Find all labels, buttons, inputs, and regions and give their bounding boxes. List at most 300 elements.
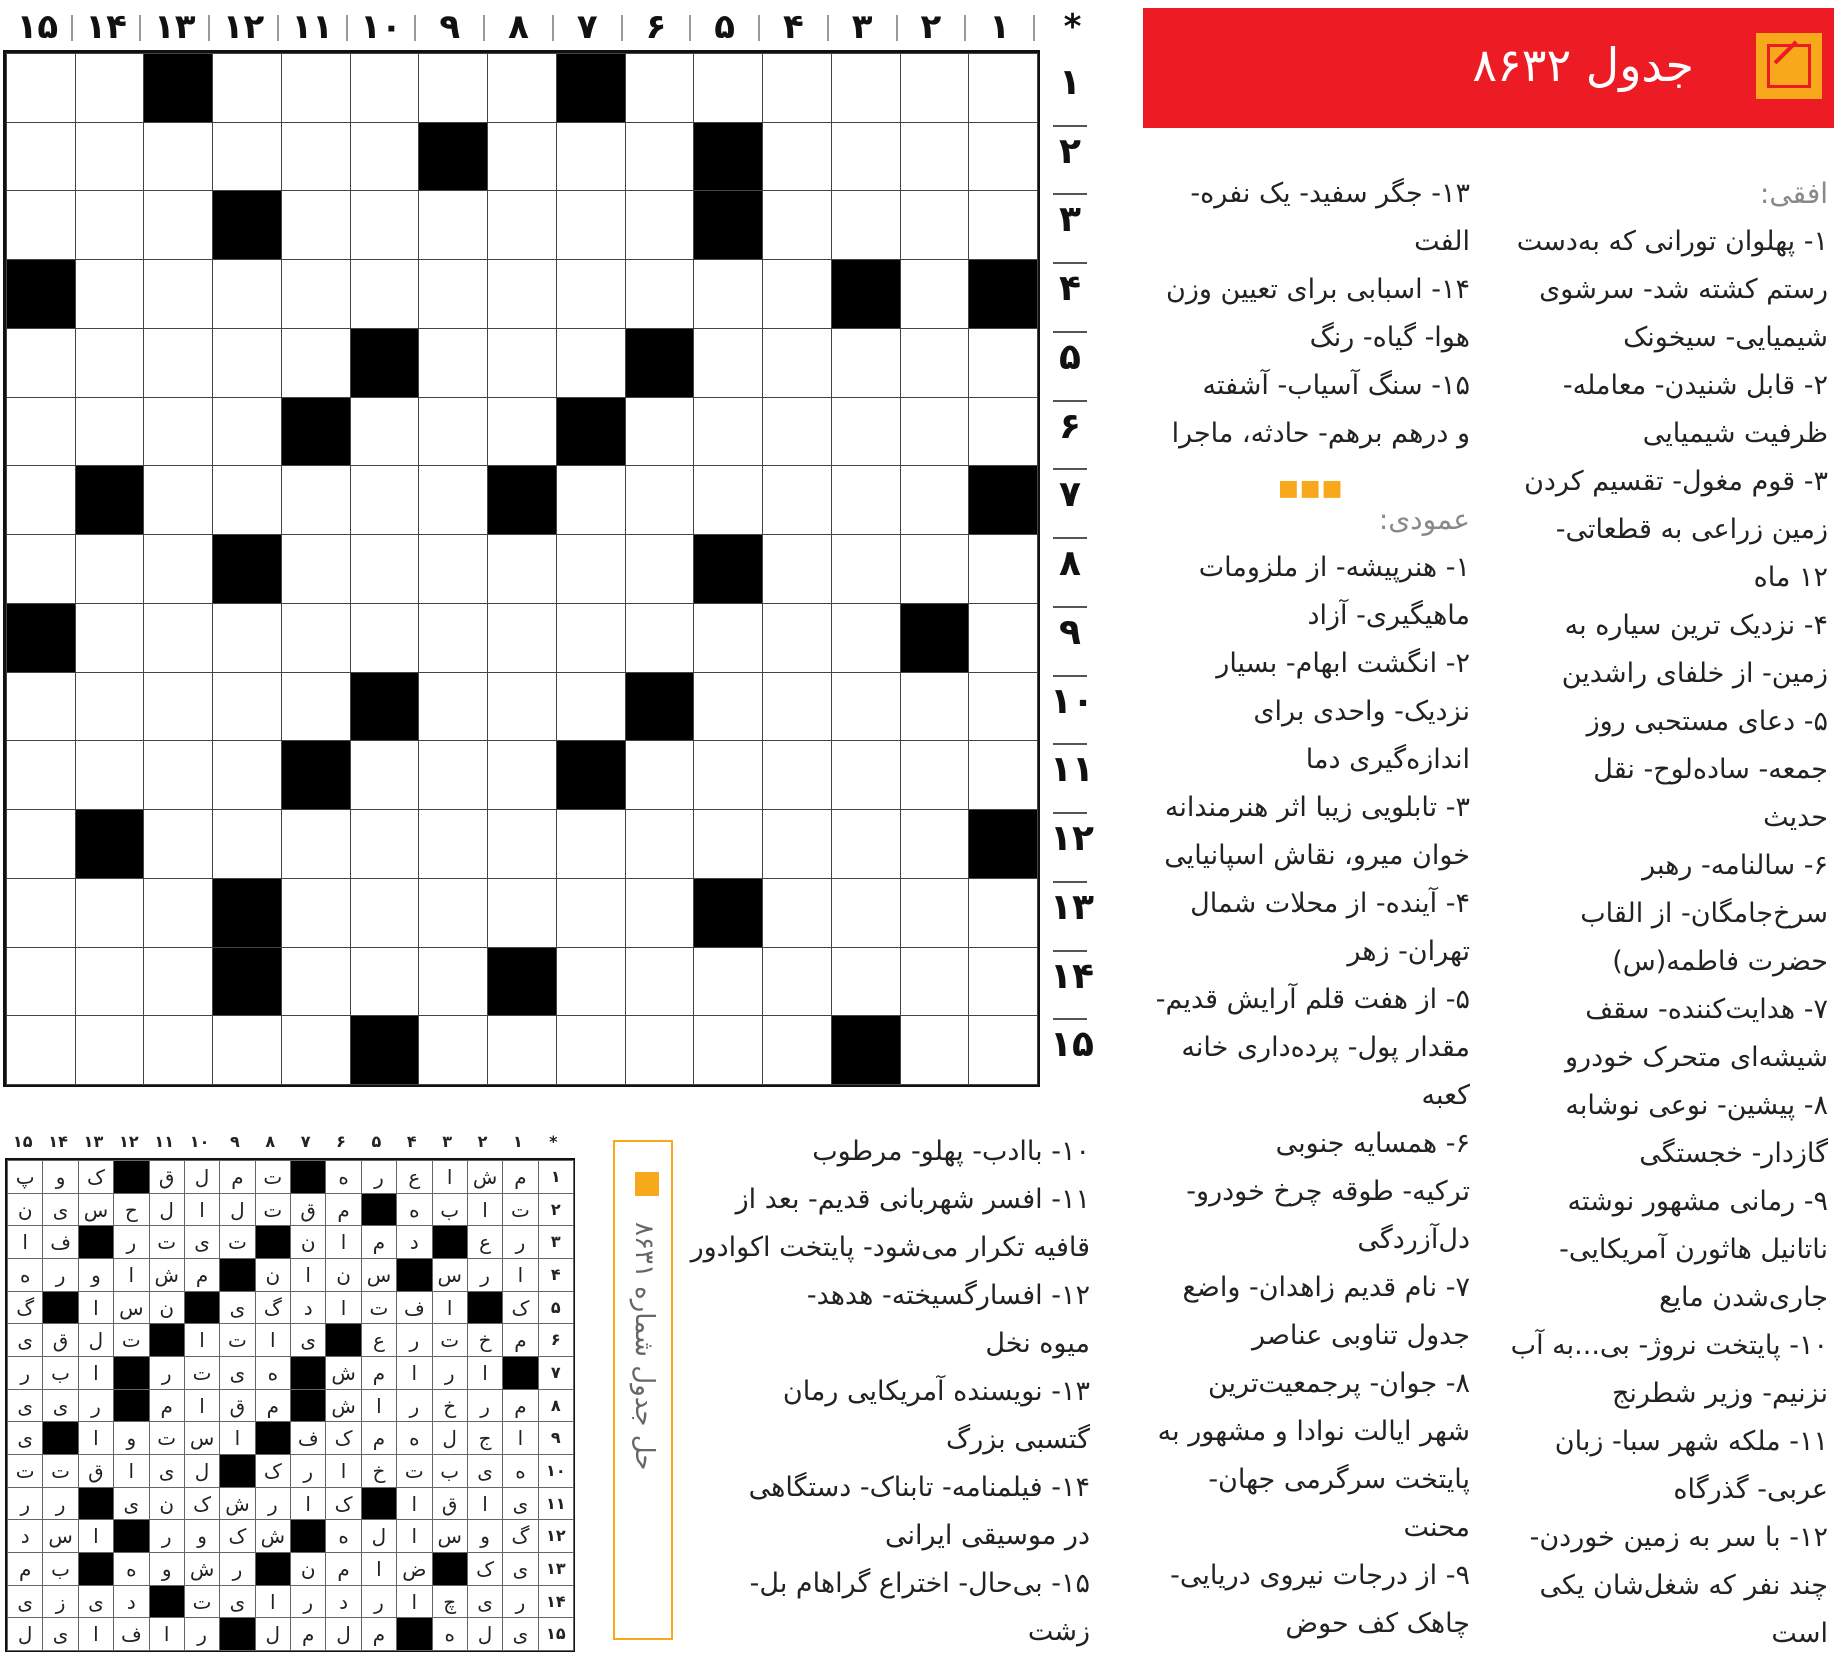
grid-cell[interactable] [556, 809, 626, 879]
grid-cell[interactable] [487, 878, 557, 948]
solution-cell: ا [290, 1487, 326, 1521]
row-divider [1053, 468, 1087, 470]
grid-cell[interactable] [75, 947, 145, 1017]
solution-cell: ی [219, 1291, 255, 1325]
grid-cell[interactable] [6, 672, 76, 742]
solution-cell: ک [325, 1487, 361, 1521]
solution-cell: ک [184, 1487, 220, 1521]
grid-cell[interactable] [762, 53, 832, 123]
grid-cell[interactable] [6, 809, 76, 879]
row-divider [1053, 1018, 1087, 1020]
solution-black-cell [113, 1356, 149, 1390]
grid-cell[interactable] [350, 740, 420, 810]
clue-line: گازدار- خجستگی [1639, 1138, 1828, 1169]
grid-cell[interactable] [418, 259, 488, 329]
grid-cell[interactable] [350, 53, 420, 123]
header-separator [758, 15, 760, 41]
grid-cell[interactable] [625, 259, 695, 329]
grid-cell[interactable] [968, 534, 1038, 604]
grid-cell[interactable] [143, 465, 213, 535]
solution-cell: ر [7, 1356, 43, 1390]
grid-cell[interactable] [900, 947, 970, 1017]
grid-cell[interactable] [556, 190, 626, 260]
solution-column-number: ۱۱ [154, 1132, 174, 1151]
solution-cell: ا [361, 1389, 397, 1423]
grid-cell[interactable] [75, 190, 145, 260]
solution-cell: ت [219, 1323, 255, 1357]
grid-cell[interactable] [75, 603, 145, 673]
solution-row-number: ۱۱ [538, 1487, 574, 1521]
clue-line: محنت [1403, 1512, 1470, 1543]
grid-cell[interactable] [625, 534, 695, 604]
grid-cell[interactable] [968, 53, 1038, 123]
grid-cell[interactable] [625, 122, 695, 192]
grid-cell[interactable] [143, 740, 213, 810]
grid-cell[interactable] [900, 122, 970, 192]
grid-cell[interactable] [6, 328, 76, 398]
grid-cell[interactable] [281, 53, 351, 123]
solution-cell: ا [325, 1291, 361, 1325]
grid-cell[interactable] [418, 740, 488, 810]
row-number: ۸ [1059, 543, 1081, 585]
grid-cell[interactable] [900, 672, 970, 742]
grid-cell[interactable] [625, 603, 695, 673]
grid-cell[interactable] [6, 878, 76, 948]
grid-cell[interactable] [625, 465, 695, 535]
grid-cell[interactable] [143, 947, 213, 1017]
grid-cell[interactable] [556, 122, 626, 192]
grid-cell[interactable] [487, 122, 557, 192]
solution-cell: س [42, 1519, 78, 1553]
grid-cell[interactable] [487, 809, 557, 879]
grid-cell[interactable] [212, 603, 282, 673]
grid-cell[interactable] [281, 947, 351, 1017]
grid-cell[interactable] [487, 259, 557, 329]
grid-cell[interactable] [762, 328, 832, 398]
grid-cell[interactable] [693, 465, 763, 535]
grid-cell[interactable] [212, 672, 282, 742]
grid-cell[interactable] [281, 328, 351, 398]
solution-cell: س [184, 1421, 220, 1455]
grid-cell[interactable] [900, 878, 970, 948]
solution-cell: ه [396, 1193, 432, 1227]
solution-cell: ا [396, 1487, 432, 1521]
grid-cell[interactable] [418, 534, 488, 604]
grid-cell[interactable] [762, 190, 832, 260]
grid-cell[interactable] [762, 603, 832, 673]
grid-cell[interactable] [968, 740, 1038, 810]
corner-arrow-logo-icon [635, 1172, 659, 1196]
clue-line: سرخ‌جامگان- از القاب [1580, 898, 1828, 929]
black-cell [212, 947, 282, 1017]
grid-cell[interactable] [487, 397, 557, 467]
grid-cell[interactable] [281, 190, 351, 260]
grid-cell[interactable] [350, 259, 420, 329]
grid-cell[interactable] [762, 259, 832, 329]
grid-cell[interactable] [900, 1015, 970, 1085]
grid-cell[interactable] [968, 672, 1038, 742]
grid-cell[interactable] [487, 603, 557, 673]
grid-cell[interactable] [212, 259, 282, 329]
clue-line: ۱۴- فیلمنامه- تابناک- دستگاهی [748, 1472, 1090, 1503]
grid-cell[interactable] [693, 672, 763, 742]
grid-cell[interactable] [625, 878, 695, 948]
grid-cell[interactable] [693, 809, 763, 879]
grid-cell[interactable] [281, 465, 351, 535]
grid-cell[interactable] [143, 534, 213, 604]
grid-cell[interactable] [212, 122, 282, 192]
solution-row-number: ۹ [538, 1421, 574, 1455]
solution-cell: ر [42, 1258, 78, 1292]
grid-cell[interactable] [831, 122, 901, 192]
grid-cell[interactable] [6, 947, 76, 1017]
grid-cell[interactable] [625, 397, 695, 467]
grid-cell[interactable] [350, 809, 420, 879]
solution-black-cell [290, 1356, 326, 1390]
grid-cell[interactable] [693, 53, 763, 123]
grid-cell[interactable] [418, 190, 488, 260]
grid-cell[interactable] [487, 740, 557, 810]
clue-line: چند نفر که شغل‌شان یکی [1539, 1570, 1828, 1601]
grid-cell[interactable] [143, 190, 213, 260]
grid-cell[interactable] [212, 397, 282, 467]
grid-cell[interactable] [693, 740, 763, 810]
solution-cell: ی [7, 1421, 43, 1455]
grid-cell[interactable] [6, 1015, 76, 1085]
grid-cell[interactable] [418, 53, 488, 123]
grid-cell[interactable] [75, 1015, 145, 1085]
grid-cell[interactable] [968, 603, 1038, 673]
clue-line: ۸- جوان- پرجمعیت‌ترین [1207, 1368, 1470, 1399]
solution-cell: خ [467, 1323, 503, 1357]
grid-cell[interactable] [900, 534, 970, 604]
grid-cell[interactable] [75, 534, 145, 604]
solution-cell: ا [290, 1258, 326, 1292]
solution-cell: ی [184, 1225, 220, 1259]
clue-line: کعبه [1421, 1080, 1470, 1111]
grid-cell[interactable] [143, 1015, 213, 1085]
clue-line: ۱۱- افسر شهربانی قدیم- بعد از [735, 1184, 1090, 1215]
black-cell [968, 259, 1038, 329]
solution-cell: ی [219, 1585, 255, 1619]
grid-cell[interactable] [281, 534, 351, 604]
grid-cell[interactable] [212, 465, 282, 535]
solution-cell: ل [184, 1454, 220, 1488]
clue-line: الفت [1414, 226, 1470, 257]
grid-cell[interactable] [350, 122, 420, 192]
grid-cell[interactable] [350, 947, 420, 1017]
grid-cell[interactable] [556, 465, 626, 535]
clue-line: شیشه‌ای متحرک خودرو [1565, 1042, 1828, 1073]
grid-cell[interactable] [418, 397, 488, 467]
solution-cell: ل [7, 1617, 43, 1651]
grid-cell[interactable] [831, 947, 901, 1017]
solution-cell: ا [149, 1617, 185, 1651]
grid-cell[interactable] [831, 190, 901, 260]
header-separator [139, 15, 141, 41]
grid-cell[interactable] [75, 122, 145, 192]
column-number: ۷ [576, 7, 598, 47]
solution-black-cell [149, 1585, 185, 1619]
clue-line: خوان میرو، نقاش اسپانیایی [1164, 840, 1470, 871]
header-separator [208, 15, 210, 41]
grid-cell[interactable] [75, 397, 145, 467]
grid-cell[interactable] [831, 740, 901, 810]
solution-black-cell [255, 1225, 291, 1259]
grid-cell[interactable] [556, 672, 626, 742]
black-cell [625, 328, 695, 398]
grid-cell[interactable] [625, 809, 695, 879]
solution-black-cell [149, 1323, 185, 1357]
grid-cell[interactable] [75, 672, 145, 742]
grid-cell[interactable] [281, 1015, 351, 1085]
clue-line: نزنیم- وزیر شطرنج [1611, 1378, 1828, 1409]
column-number: ۱ [989, 7, 1010, 47]
black-cell [693, 878, 763, 948]
grid-cell[interactable] [693, 397, 763, 467]
grid-cell[interactable] [968, 947, 1038, 1017]
grid-cell[interactable] [900, 190, 970, 260]
grid-cell[interactable] [418, 672, 488, 742]
solution-column-number: ۱۳ [83, 1132, 104, 1151]
grid-cell[interactable] [418, 603, 488, 673]
grid-cell[interactable] [212, 328, 282, 398]
grid-cell[interactable] [831, 878, 901, 948]
grid-cell[interactable] [762, 122, 832, 192]
grid-cell[interactable] [350, 603, 420, 673]
grid-cell[interactable] [693, 1015, 763, 1085]
grid-cell[interactable] [762, 947, 832, 1017]
clue-line: ناتانیل هاثورن آمریکایی- [1559, 1234, 1828, 1265]
grid-cell[interactable] [625, 53, 695, 123]
grid-cell[interactable] [968, 190, 1038, 260]
black-cell [968, 465, 1038, 535]
grid-cell[interactable] [900, 397, 970, 467]
grid-cell[interactable] [693, 947, 763, 1017]
grid-cell[interactable] [350, 534, 420, 604]
clue-line: ۱۳- جگر سفید- یک نفره- [1190, 178, 1470, 209]
solution-cell: ر [219, 1552, 255, 1586]
solution-cell: م [325, 1552, 361, 1586]
solution-black-cell [42, 1421, 78, 1455]
clue-line: ۸- پیشین- نوعی نوشابه [1565, 1090, 1828, 1121]
grid-cell[interactable] [831, 603, 901, 673]
grid-cell[interactable] [143, 603, 213, 673]
grid-cell[interactable] [968, 122, 1038, 192]
column-number: ۳ [851, 7, 873, 47]
grid-cell[interactable] [212, 809, 282, 879]
grid-cell[interactable] [418, 328, 488, 398]
grid-cell[interactable] [900, 53, 970, 123]
clue-line: دل‌آزردگی [1357, 1224, 1470, 1255]
grid-cell[interactable] [418, 878, 488, 948]
header-separator [896, 15, 898, 41]
grid-cell[interactable] [487, 534, 557, 604]
grid-cell[interactable] [6, 122, 76, 192]
grid-cell[interactable] [6, 740, 76, 810]
grid-cell[interactable] [75, 53, 145, 123]
solution-cell: ش [325, 1356, 361, 1390]
grid-cell[interactable] [900, 328, 970, 398]
grid-cell[interactable] [6, 190, 76, 260]
row-divider [1053, 881, 1087, 883]
black-cell [281, 740, 351, 810]
grid-cell[interactable] [75, 259, 145, 329]
grid-cell[interactable] [487, 672, 557, 742]
grid-cell[interactable] [281, 672, 351, 742]
grid-cell[interactable] [831, 465, 901, 535]
grid-cell[interactable] [418, 465, 488, 535]
black-cell [625, 672, 695, 742]
solution-black-cell [361, 1193, 397, 1227]
grid-cell[interactable] [6, 53, 76, 123]
grid-cell[interactable] [6, 534, 76, 604]
clue-line: عربی- گذرگاه [1673, 1474, 1828, 1505]
grid-cell[interactable] [6, 397, 76, 467]
grid-cell[interactable] [143, 397, 213, 467]
grid-cell[interactable] [693, 603, 763, 673]
grid-cell[interactable] [968, 878, 1038, 948]
grid-cell[interactable] [487, 53, 557, 123]
black-cell [212, 190, 282, 260]
grid-cell[interactable] [143, 809, 213, 879]
grid-cell[interactable] [968, 397, 1038, 467]
grid-cell[interactable] [350, 878, 420, 948]
grid-cell[interactable] [762, 465, 832, 535]
grid-cell[interactable] [350, 397, 420, 467]
clue-line: حدیث [1763, 802, 1828, 833]
grid-cell[interactable] [281, 603, 351, 673]
solution-cell: د [325, 1585, 361, 1619]
clue-line: مقدار پول- پرده‌داری خانه [1181, 1032, 1470, 1063]
row-number: ۳ [1059, 199, 1081, 241]
grid-cell[interactable] [556, 603, 626, 673]
grid-cell[interactable] [968, 1015, 1038, 1085]
grid-cell[interactable] [762, 1015, 832, 1085]
grid-cell[interactable] [487, 190, 557, 260]
grid-cell[interactable] [281, 259, 351, 329]
grid-cell[interactable] [6, 465, 76, 535]
grid-cell[interactable] [487, 328, 557, 398]
grid-cell[interactable] [350, 465, 420, 535]
solution-cell: ل [325, 1617, 361, 1651]
row-divider [1053, 262, 1087, 264]
grid-cell[interactable] [625, 947, 695, 1017]
solution-cell: ی [42, 1193, 78, 1227]
grid-cell[interactable] [418, 947, 488, 1017]
grid-cell[interactable] [762, 534, 832, 604]
grid-cell[interactable] [556, 534, 626, 604]
solution-black-cell [467, 1291, 503, 1325]
grid-cell[interactable] [693, 328, 763, 398]
solution-cell: ا [255, 1585, 291, 1619]
solution-cell: ر [113, 1225, 149, 1259]
grid-cell[interactable] [212, 53, 282, 123]
grid-cell[interactable] [831, 809, 901, 879]
grid-cell[interactable] [281, 878, 351, 948]
solution-cell: ت [502, 1193, 538, 1227]
grid-cell[interactable] [762, 672, 832, 742]
grid-cell[interactable] [418, 809, 488, 879]
grid-cell[interactable] [831, 672, 901, 742]
solution-cell: ض [396, 1552, 432, 1586]
grid-cell[interactable] [625, 1015, 695, 1085]
grid-cell[interactable] [900, 809, 970, 879]
solution-cell: ل [78, 1323, 114, 1357]
solution-black-cell [42, 1291, 78, 1325]
grid-cell[interactable] [143, 122, 213, 192]
grid-cell[interactable] [762, 740, 832, 810]
grid-cell[interactable] [281, 809, 351, 879]
clue-line: ۹- رمانی مشهور نوشته [1567, 1186, 1828, 1217]
grid-cell[interactable] [900, 465, 970, 535]
solution-row-number: ۷ [538, 1356, 574, 1390]
grid-cell[interactable] [143, 672, 213, 742]
grid-cell[interactable] [831, 534, 901, 604]
grid-cell[interactable] [762, 809, 832, 879]
solution-black-cell [78, 1552, 114, 1586]
clue-line: تهران- زهر [1347, 936, 1470, 967]
row-divider [1053, 950, 1087, 952]
clue-line: ۴- نزدیک ترین سیاره به [1564, 610, 1828, 641]
grid-cell[interactable] [900, 740, 970, 810]
clue-line: میوه نخل [985, 1328, 1090, 1359]
solution-cell: ب [42, 1552, 78, 1586]
grid-cell[interactable] [556, 947, 626, 1017]
grid-cell[interactable] [831, 328, 901, 398]
solution-cell: ه [396, 1421, 432, 1455]
grid-cell[interactable] [556, 1015, 626, 1085]
solution-cell: گ [255, 1291, 291, 1325]
grid-cell[interactable] [968, 328, 1038, 398]
grid-cell[interactable] [350, 190, 420, 260]
grid-cell[interactable] [487, 1015, 557, 1085]
grid-cell[interactable] [831, 53, 901, 123]
grid-cell[interactable] [212, 740, 282, 810]
grid-cell[interactable] [762, 878, 832, 948]
grid-cell[interactable] [556, 328, 626, 398]
row-number: ۱۴ [1050, 955, 1094, 997]
grid-cell[interactable] [831, 397, 901, 467]
grid-cell[interactable] [75, 878, 145, 948]
grid-cell[interactable] [625, 740, 695, 810]
grid-cell[interactable] [625, 190, 695, 260]
grid-cell[interactable] [556, 259, 626, 329]
grid-cell[interactable] [556, 878, 626, 948]
clue-line: گتسبی بزرگ [946, 1424, 1090, 1455]
grid-cell[interactable] [418, 1015, 488, 1085]
grid-cell[interactable] [143, 328, 213, 398]
grid-cell[interactable] [75, 328, 145, 398]
solution-cell: ت [255, 1160, 291, 1194]
grid-cell[interactable] [762, 397, 832, 467]
clue-line: جاری‌شدن مایع [1659, 1282, 1828, 1313]
grid-cell[interactable] [900, 259, 970, 329]
grid-cell[interactable] [75, 740, 145, 810]
grid-cell[interactable] [693, 259, 763, 329]
solution-cell: د [396, 1225, 432, 1259]
solution-cell: ا [184, 1193, 220, 1227]
solution-black-cell [78, 1487, 114, 1521]
grid-cell[interactable] [281, 122, 351, 192]
grid-cell[interactable] [212, 1015, 282, 1085]
solution-row-number: ۲ [538, 1193, 574, 1227]
row-divider [1053, 743, 1087, 745]
grid-cell[interactable] [143, 259, 213, 329]
grid-cell[interactable] [143, 878, 213, 948]
black-cell [968, 809, 1038, 879]
solution-cell: ف [290, 1421, 326, 1455]
